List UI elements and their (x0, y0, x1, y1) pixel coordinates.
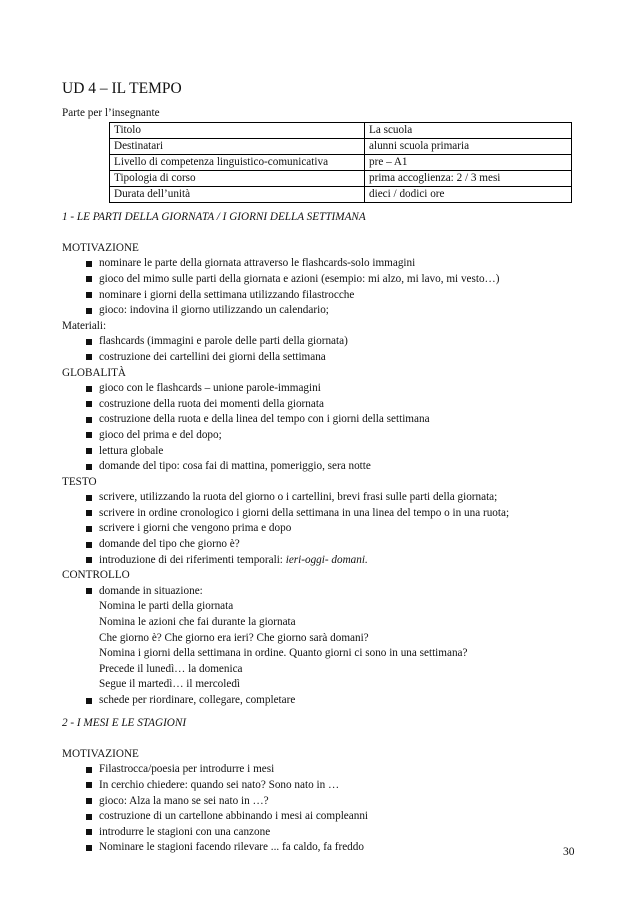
list-item (86, 459, 582, 475)
list-item-text: schede per riordinare, collegare, completare (99, 694, 296, 706)
materiali-list (62, 334, 582, 365)
list-item-text: costruzione della ruota e della linea del tempo con i giorni della settimana (99, 413, 430, 426)
list-item (86, 840, 582, 856)
list-item (86, 521, 582, 537)
controllo-question: Segue il martedì… il mercoledì (99, 678, 241, 691)
motivazione-list-2 (62, 762, 582, 856)
list-item (86, 506, 582, 522)
list-item-text: scrivere, utilizzando la ruota del giorno o i cartellini, brevi frasi sulle parti della giornata; (99, 491, 498, 504)
list-item-text: costruzione della ruota dei momenti della giornata (99, 397, 324, 410)
controllo-question: Nomina le parti della giornata (99, 600, 234, 613)
table-value: pre – A1 (365, 154, 572, 170)
square-bullet-icon (86, 448, 92, 454)
controllo-question: Che giorno è? Che giorno era ieri? Che giorno sarà domani? (99, 631, 369, 644)
list-item (86, 397, 582, 413)
list-item (86, 553, 582, 569)
list-item (86, 334, 582, 350)
square-bullet-icon (86, 292, 92, 298)
list-item-text: scrivere in ordine cronologico i giorni della settimana in una linea del tempo o in una ruota; (99, 506, 510, 519)
controllo-question: Precede il lunedì… la domenica (99, 662, 243, 675)
page-title: UD 4 – IL TEMPO (62, 80, 182, 97)
table-key: Titolo (110, 122, 365, 138)
square-bullet-icon (86, 417, 92, 423)
testo-list (62, 490, 582, 568)
table-value: alunni scuola primaria (365, 138, 572, 154)
page-number: 30 (563, 846, 575, 858)
square-bullet-icon (86, 386, 92, 392)
list-item (86, 272, 582, 288)
list-item (86, 381, 582, 397)
square-bullet-icon (86, 588, 92, 594)
square-bullet-icon (86, 261, 92, 267)
list-item-text: In cerchio chiedere: quando sei nato? Sono nato in … (99, 778, 340, 791)
motivazione-list (62, 256, 582, 318)
list-item (86, 762, 582, 778)
list-item-text: gioco del mimo sulle parti della giornata e azioni (esempio: mi alzo, mi lavo, mi vesto…) (99, 272, 500, 285)
table-value: prima accoglienza: 2 / 3 mesi (365, 170, 572, 186)
square-bullet-icon (86, 767, 92, 773)
square-bullet-icon (86, 782, 92, 788)
list-item (86, 537, 582, 553)
list-item-text: introduzione di dei riferimenti temporali: (99, 553, 286, 566)
unit-info-table (109, 122, 572, 203)
list-item-text: gioco: indovina il giorno utilizzando un calendario; (99, 304, 329, 317)
section-heading-2: 2 - I MESI E LE STAGIONI (62, 716, 187, 729)
list-item-text: gioco con le flashcards – unione parole-immagini (99, 382, 321, 395)
controllo-heading: CONTROLLO (62, 569, 130, 582)
list-item-text: scrivere i giorni che vengono prima e dopo (99, 522, 292, 535)
list-item-text: costruzione dei cartellini dei giorni della settimana (99, 350, 326, 363)
motivazione-heading-2: MOTIVAZIONE (62, 747, 139, 760)
list-item (86, 288, 582, 304)
list-item (86, 778, 582, 794)
square-bullet-icon (86, 354, 92, 360)
square-bullet-icon (86, 557, 92, 563)
square-bullet-icon (86, 339, 92, 345)
square-bullet-icon (86, 432, 92, 438)
list-item (86, 809, 582, 825)
list-item-text: gioco del prima e del dopo; (99, 428, 222, 441)
list-item-text: costruzione di un cartellone abbinando i mesi ai compleanni (99, 810, 369, 823)
testo-heading: TESTO (62, 475, 97, 488)
list-item (86, 794, 582, 810)
table-value: La scuola (365, 122, 572, 138)
list-item-text: Nominare le stagioni facendo rilevare ... fa caldo, fa freddo (99, 841, 364, 854)
list-item (86, 584, 582, 600)
list-item (86, 444, 582, 460)
table-row (110, 138, 572, 154)
globalita-list (62, 381, 582, 475)
list-item-text: domande del tipo che giorno è? (99, 538, 240, 551)
list-item (86, 412, 582, 428)
square-bullet-icon (86, 401, 92, 407)
list-item (86, 303, 582, 319)
controllo-list (62, 584, 582, 600)
table-key: Destinatari (110, 138, 365, 154)
table-value: dieci / dodici ore (365, 186, 572, 202)
list-item (86, 256, 582, 272)
list-item-text: gioco: Alza la mano se sei nato in …? (99, 794, 269, 807)
list-item-text: Filastrocca/poesia per introdurre i mesi (99, 763, 275, 776)
materiali-heading: Materiali: (62, 319, 107, 332)
list-item (86, 825, 582, 841)
list-item (86, 350, 582, 366)
table-key: Durata dell’unità (110, 186, 365, 202)
globalita-heading: GLOBALITÀ (62, 366, 127, 379)
square-bullet-icon (86, 308, 92, 314)
motivazione-heading: MOTIVAZIONE (62, 241, 139, 254)
temporal-references: ieri-oggi- domani. (285, 553, 368, 566)
list-item-text: lettura globale (99, 444, 164, 457)
list-item-text: nominare le parte della giornata attraverso le flashcards-solo immagini (99, 257, 416, 270)
controllo-list-2 (62, 693, 582, 709)
square-bullet-icon (86, 542, 92, 548)
intro-text: Parte per l’insegnante (62, 107, 160, 119)
table-row (110, 154, 572, 170)
square-bullet-icon (86, 276, 92, 282)
table-row (110, 122, 572, 138)
square-bullet-icon (86, 814, 92, 820)
list-item-text: flashcards (immagini e parole delle parti della giornata) (99, 335, 348, 348)
list-item-text: domande del tipo: cosa fai di mattina, pomeriggio, sera notte (99, 460, 371, 473)
list-item-text: introdurre le stagioni con una canzone (99, 825, 271, 838)
list-item-text: domande in situazione: (99, 584, 203, 597)
square-bullet-icon (86, 526, 92, 532)
table-row (110, 170, 572, 186)
square-bullet-icon (86, 829, 92, 835)
section-heading-1: 1 - LE PARTI DELLA GIORNATA / I GIORNI DELLA SETTIMANA (62, 210, 366, 223)
list-item (86, 428, 582, 444)
square-bullet-icon (86, 698, 92, 704)
square-bullet-icon (86, 464, 92, 470)
square-bullet-icon (86, 495, 92, 501)
list-item (86, 693, 582, 709)
list-item-text: nominare i giorni della settimana utilizzando filastrocche (99, 288, 355, 301)
table-key: Livello di competenza linguistico-comunicativa (110, 154, 365, 170)
table-row (110, 186, 572, 202)
square-bullet-icon (86, 845, 92, 851)
controllo-question: Nomina i giorni della settimana in ordine. Quanto giorni ci sono in una settimana? (99, 647, 468, 660)
square-bullet-icon (86, 510, 92, 516)
square-bullet-icon (86, 798, 92, 804)
table-key: Tipologia di corso (110, 170, 365, 186)
controllo-question: Nomina le azioni che fai durante la giornata (99, 616, 296, 629)
list-item (86, 490, 582, 506)
document-page (62, 80, 582, 856)
